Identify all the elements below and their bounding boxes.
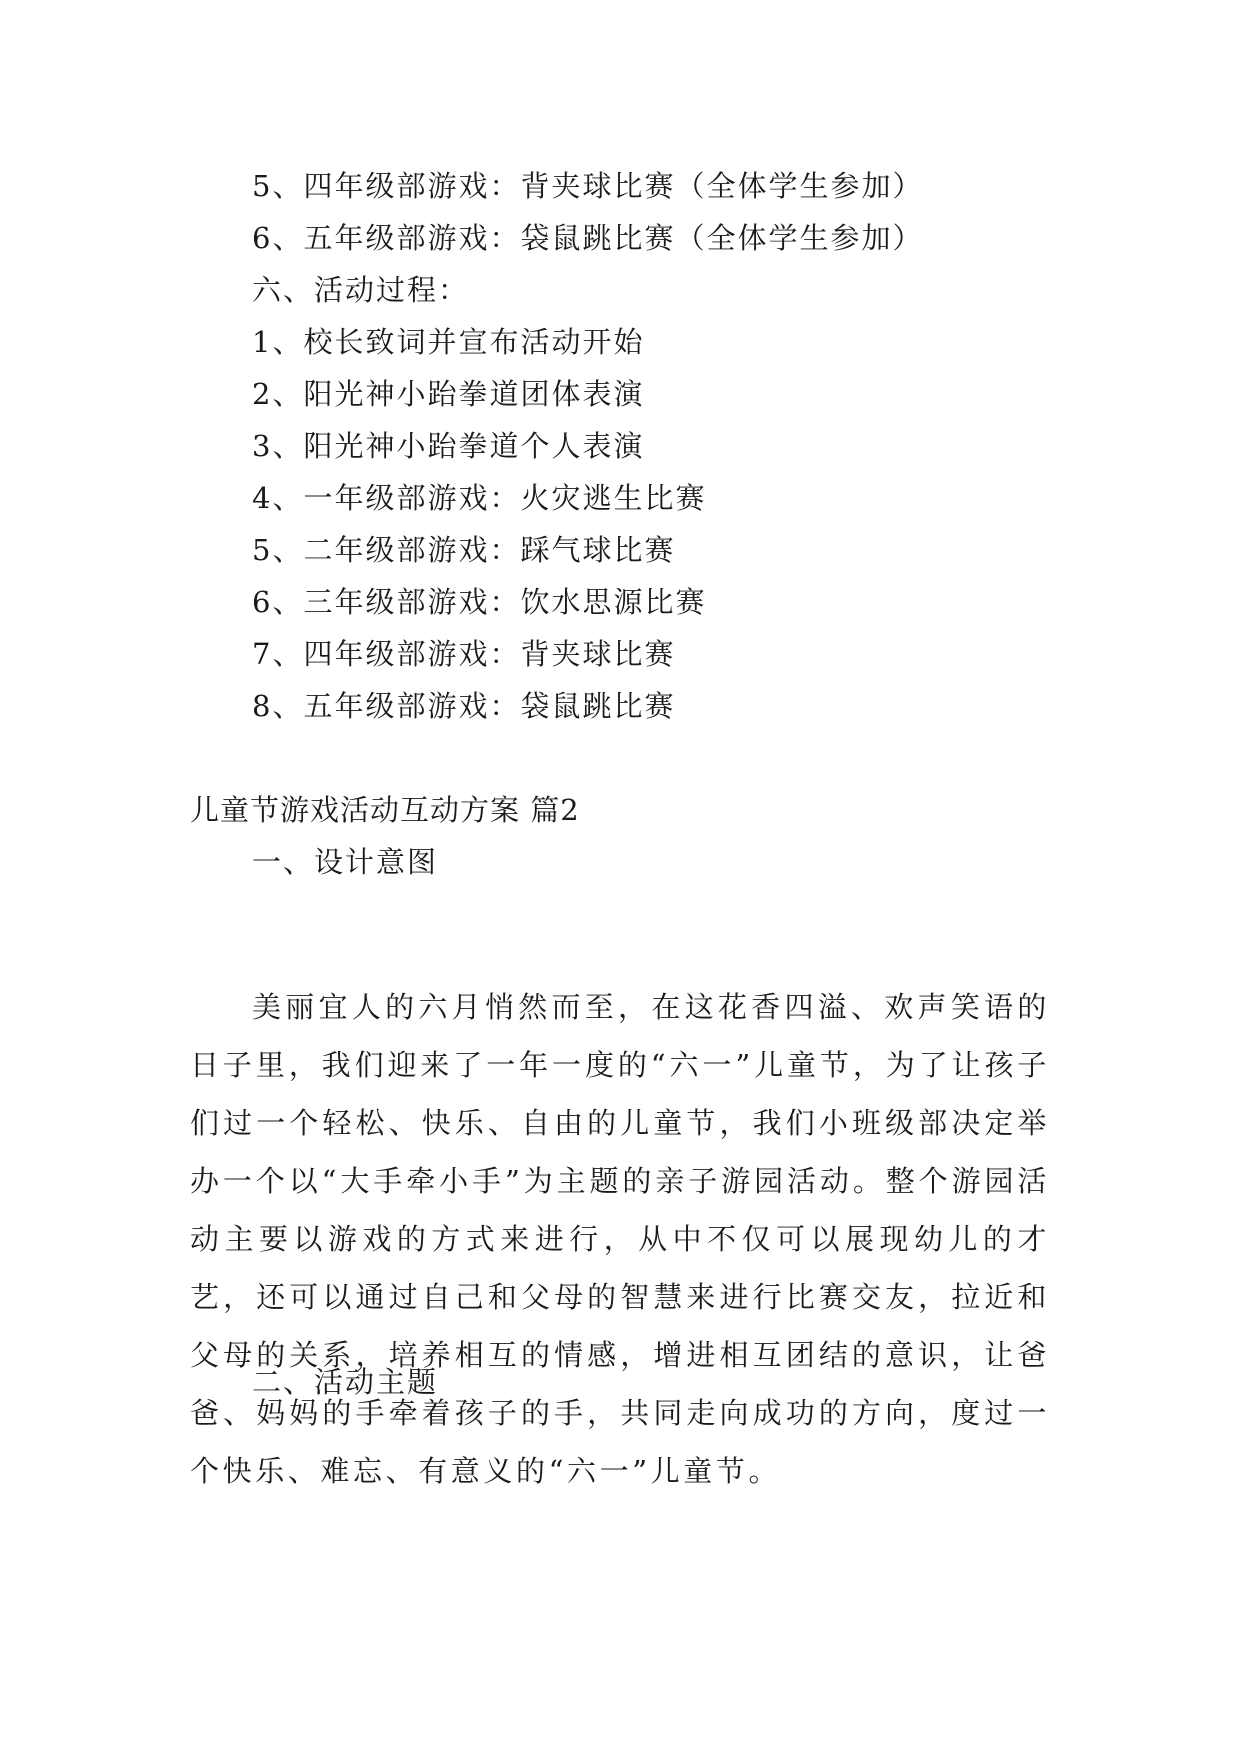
design-paragraph: 美丽宜人的六月悄然而至，在这花香四溢、欢声笑语的日子里，我们迎来了一年一度的“六一”儿童节，为了让孩子们过一个轻松、快乐、自由的儿童节，我们小班级部决定举办一个以“大手牵小手”为主题的亲子游园活动。整个游园活动主要以游戏的方式来进行，从中不仅可以展现幼儿的才艺，还可以通过自己和父母的智慧来进行比赛交友，拉近和父母的关系，培养相互的情感，增进相互团结的意识，让爸爸、妈妈的手牵着孩子的手，共同走向成功的方向，度过一个快乐、难忘、有意义的“六一”儿童节。 <box>190 990 1050 1488</box>
process-heading: 六、活动过程： <box>252 273 470 307</box>
section-title: 儿童节游戏活动互动方案 篇2 <box>190 793 580 827</box>
design-heading: 一、设计意图 <box>252 845 439 879</box>
process-item-3: 3、阳光神小跆拳道个人表演 <box>252 429 645 463</box>
theme-heading: 二、活动主题 <box>252 1365 439 1399</box>
process-item-4: 4、一年级部游戏：火灾逃生比赛 <box>252 481 707 515</box>
game-item-grade4: 5、四年级部游戏：背夹球比赛（全体学生参加） <box>252 169 924 203</box>
process-item-6: 6、三年级部游戏：饮水思源比赛 <box>252 585 707 619</box>
process-item-2: 2、阳光神小跆拳道团体表演 <box>252 377 645 411</box>
process-item-1: 1、校长致词并宣布活动开始 <box>252 325 645 359</box>
process-item-5: 5、二年级部游戏：踩气球比赛 <box>252 533 676 567</box>
process-item-8: 8、五年级部游戏：袋鼠跳比赛 <box>252 689 676 723</box>
game-item-grade5: 6、五年级部游戏：袋鼠跳比赛（全体学生参加） <box>252 221 924 255</box>
process-item-7: 7、四年级部游戏：背夹球比赛 <box>252 637 676 671</box>
